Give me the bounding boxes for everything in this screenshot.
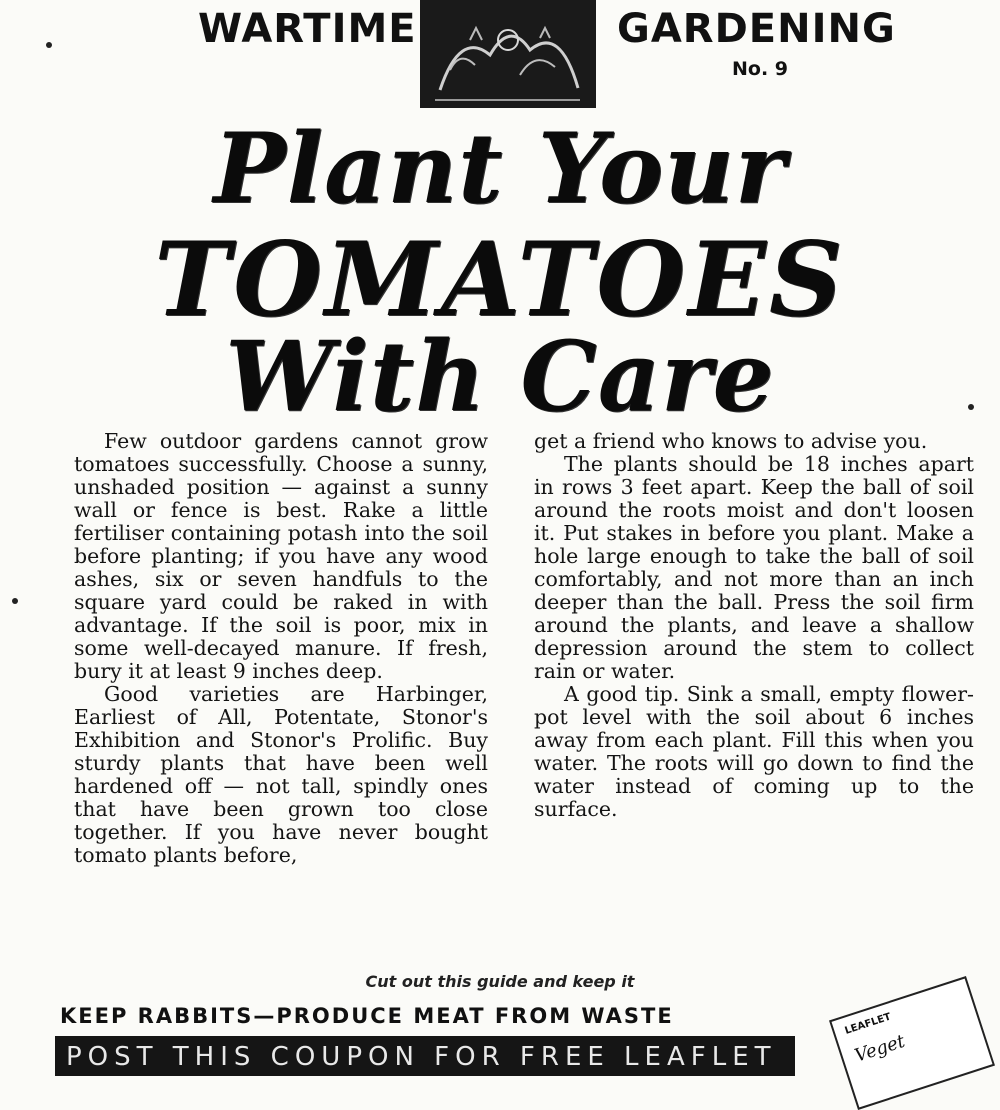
masthead-wartime: WARTIME <box>198 6 417 52</box>
print-speck <box>968 404 974 410</box>
paragraph-continued: get a friend who knows to advise you. <box>534 429 928 453</box>
paragraph-good-tip: A good tip. Sink a small, empty flower-pot level with the soil about 6 inches away from each plant. Fill this when you water. The roots will go down to find the water instead of coming up to the surface. <box>534 682 974 821</box>
headline-line-2: TOMATOES <box>154 220 846 340</box>
print-speck <box>46 42 52 48</box>
paragraph-varieties: Good varieties are Harbinger, Earliest of All, Potentate, Stonor's Exhibition and Stonor's Prolific. Buy sturdy plants that have been well hardened off — not tall, spindly ones that have been grown too close together. If you have never bought tomato plants before, <box>74 682 488 867</box>
masthead-gardening: GARDENING <box>617 6 896 52</box>
booklet-title: Veget <box>852 1030 908 1067</box>
coupon-text: POST THIS COUPON FOR FREE LEAFLET <box>66 1042 777 1072</box>
paragraph-spacing: The plants should be 18 inches apart in rows 3 feet apart. Keep the ball of soil around the roots moist and don't loosen it. Put stakes in before you plant. Make a hole large enough to take the ball of soil comfortably, and not more than an inch deeper than the ball. Press the soil firm around the plants, and leave a shallow depression around the stem to collect rain or water. <box>534 452 974 683</box>
print-speck <box>12 598 18 604</box>
rabbits-slogan: KEEP RABBITS—PRODUCE MEAT FROM WASTE <box>60 1004 674 1028</box>
issue-number: No. 9 <box>732 58 789 80</box>
right-column <box>534 430 974 821</box>
leaflet-booklet <box>829 976 995 1110</box>
paragraph-position: Few outdoor gardens cannot grow tomatoes successfully. Choose a sunny, unshaded position — against a sunny wall or fence is best. Rake a little fertiliser containing potash into the soil before planting; if you have any wood ashes, six or seven handfuls to the square yard could be raked in with advantage. If the soil is poor, mix in some well-decayed manure. If fresh, bury it at least 9 inches deep. <box>74 429 488 683</box>
garden-emblem-icon <box>420 0 596 108</box>
booklet-label: LEAFLET <box>843 1011 893 1037</box>
headline-line-3: With Care <box>225 320 775 433</box>
cutout-instruction: Cut out this guide and keep it <box>365 972 635 991</box>
headline-line-1: Plant Your <box>213 112 787 225</box>
left-column <box>74 430 488 867</box>
